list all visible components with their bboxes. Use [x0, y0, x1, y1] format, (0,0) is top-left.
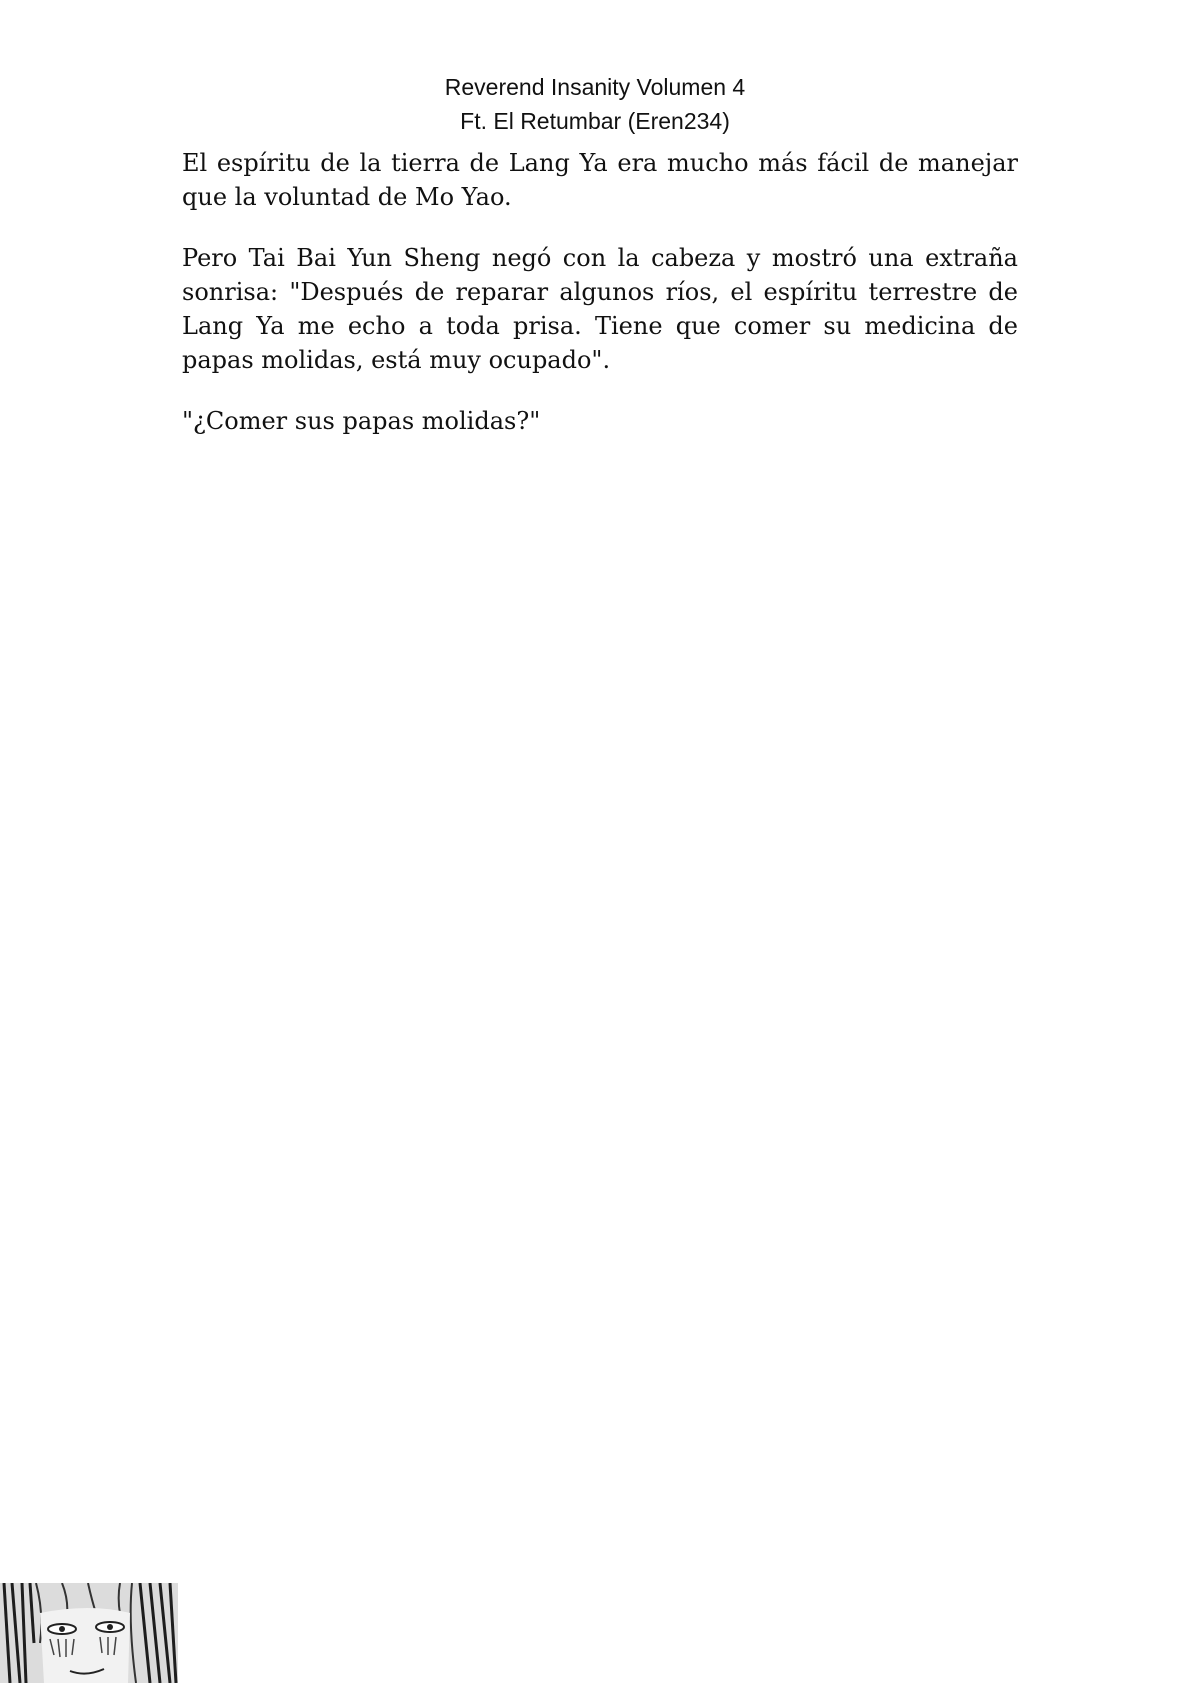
document-body — [182, 146, 1018, 465]
paragraph-2: Pero Tai Bai Yun Sheng negó con la cabeza y mostró una extraña sonrisa: "Después de reparar algunos ríos, el espíritu terrestre de Lang Ya me echo a toda prisa. Tiene que comer su medicina de papas molidas, está muy ocupado". — [182, 244, 1018, 374]
paragraph-3: "¿Comer sus papas molidas?" — [182, 407, 541, 435]
paragraph-1: El espíritu de la tierra de Lang Ya era mucho más fácil de manejar que la voluntad de Mo Yao. — [182, 149, 1018, 211]
page-header — [0, 70, 1190, 138]
manga-portrait-icon — [0, 1583, 178, 1683]
header-subtitle: Ft. El Retumbar (Eren234) — [460, 108, 730, 134]
header-title: Reverend Insanity Volumen 4 — [444, 74, 746, 100]
